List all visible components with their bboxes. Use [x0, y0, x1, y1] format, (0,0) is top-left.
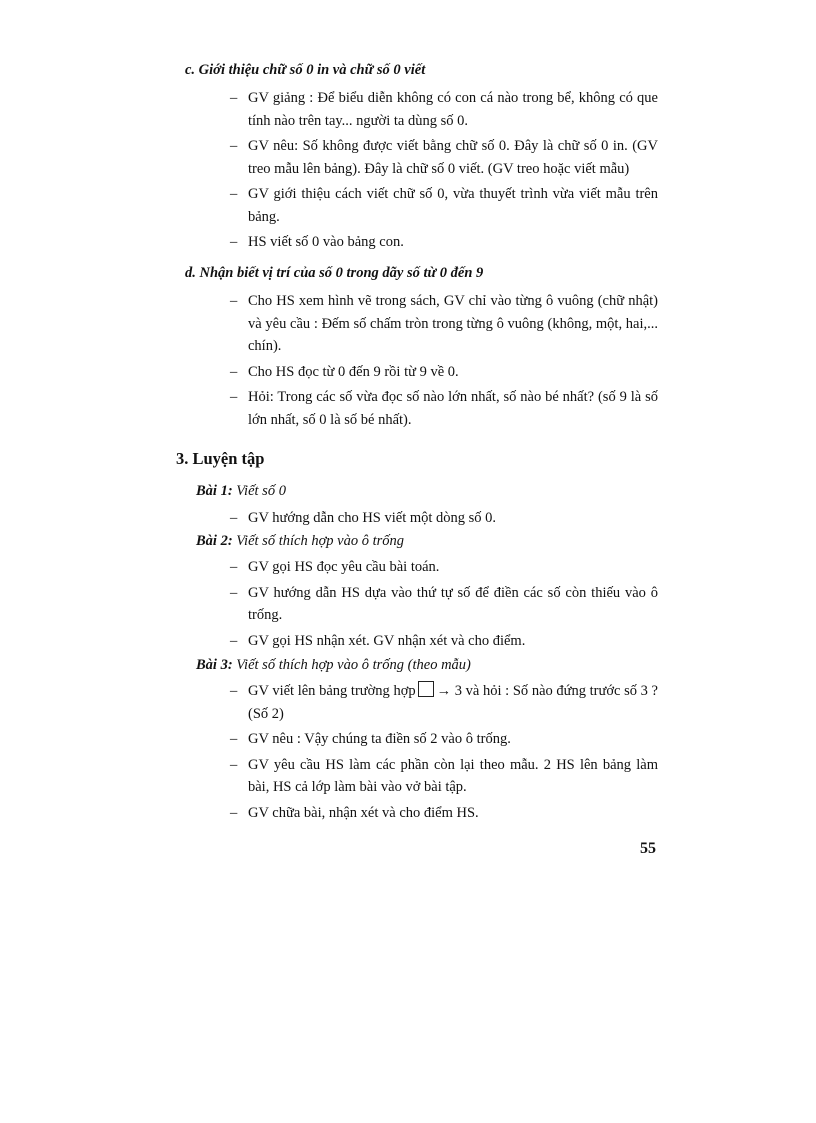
page-number: 55 [640, 840, 656, 857]
list-item: – GV yêu cầu HS làm các phần còn lại theo mẫu. 2 HS lên bảng làm bài, HS cả lớp làm bài vào vở bài tập. [230, 754, 658, 799]
bai-3-item1-after: → 3 và hỏi : Số nào đứng trước số 3 ? (Số 2) [248, 683, 658, 722]
list-item: – HS viết số 0 vào bảng con. [230, 231, 658, 254]
bai-3-title: Viết số thích hợp vào ô trống (theo mẫu) [236, 657, 471, 673]
list-item: – GV chữa bài, nhận xét và cho điểm HS. [230, 802, 658, 825]
list-item: – GV hướng dẫn HS dựa vào thứ tự số để điền các số còn thiếu vào ô trống. [230, 582, 658, 627]
bai-2-heading [196, 533, 404, 550]
bai-2-list [230, 556, 658, 655]
list-item: – GV giới thiệu cách viết chữ số 0, vừa thuyết trình vừa viết mẫu trên bảng. [230, 183, 658, 228]
list-item [230, 680, 658, 725]
bai-3-item1-before: GV viết lên bảng trường hợp [248, 683, 416, 699]
bai-3-heading [196, 657, 471, 674]
list-item: – Cho HS đọc từ 0 đến 9 rồi từ 9 về 0. [230, 361, 658, 384]
list-item: – GV gọi HS nhận xét. GV nhận xét và cho điểm. [230, 630, 658, 653]
list-item: – GV gọi HS đọc yêu cầu bài toán. [230, 556, 658, 579]
bai-1-heading [196, 483, 286, 500]
list-item: – GV nêu : Vậy chúng ta điền số 2 vào ô trống. [230, 728, 658, 751]
section-d-list [230, 290, 658, 434]
blank-square-icon [418, 681, 434, 697]
section-c-list [230, 87, 658, 257]
list-item: – Hỏi: Trong các số vừa đọc số nào lớn nhất, số nào bé nhất? (số 9 là số lớn nhất, số 0 là số bé nhất). [230, 386, 658, 431]
section-3-heading: 3. Luyện tập [176, 449, 265, 468]
section-c-heading: c. Giới thiệu chữ số 0 in và chữ số 0 viết [185, 62, 426, 78]
list-item: – GV giảng : Để biểu diễn không có con cá nào trong bể, không có que tính nào trên tay... người ta dùng số 0. [230, 87, 658, 132]
bai-1-label: Bài 1: [196, 483, 233, 499]
bai-1-title: Viết số 0 [236, 483, 286, 499]
bai-3-list [230, 680, 658, 827]
bai-2-title: Viết số thích hợp vào ô trống [236, 533, 405, 549]
bai-2-label: Bài 2: [196, 533, 233, 549]
bai-3-label: Bài 3: [196, 657, 233, 673]
section-d-heading: d. Nhận biết vị trí của số 0 trong dãy số từ 0 đến 9 [185, 265, 484, 281]
list-item: – GV hướng dẫn cho HS viết một dòng số 0. [230, 507, 658, 530]
list-item: – Cho HS xem hình vẽ trong sách, GV chỉ vào từng ô vuông (chữ nhật) và yêu cầu : Đếm số chấm tròn trong từng ô vuông (không, một, hai,... chín). [230, 290, 658, 358]
bai-1-list [230, 507, 658, 533]
list-item: – GV nêu: Số không được viết bằng chữ số 0. Đây là chữ số 0 in. (GV treo mẫu lên bảng). Đây là chữ số 0 viết. (GV treo hoặc viết mẫu) [230, 135, 658, 180]
